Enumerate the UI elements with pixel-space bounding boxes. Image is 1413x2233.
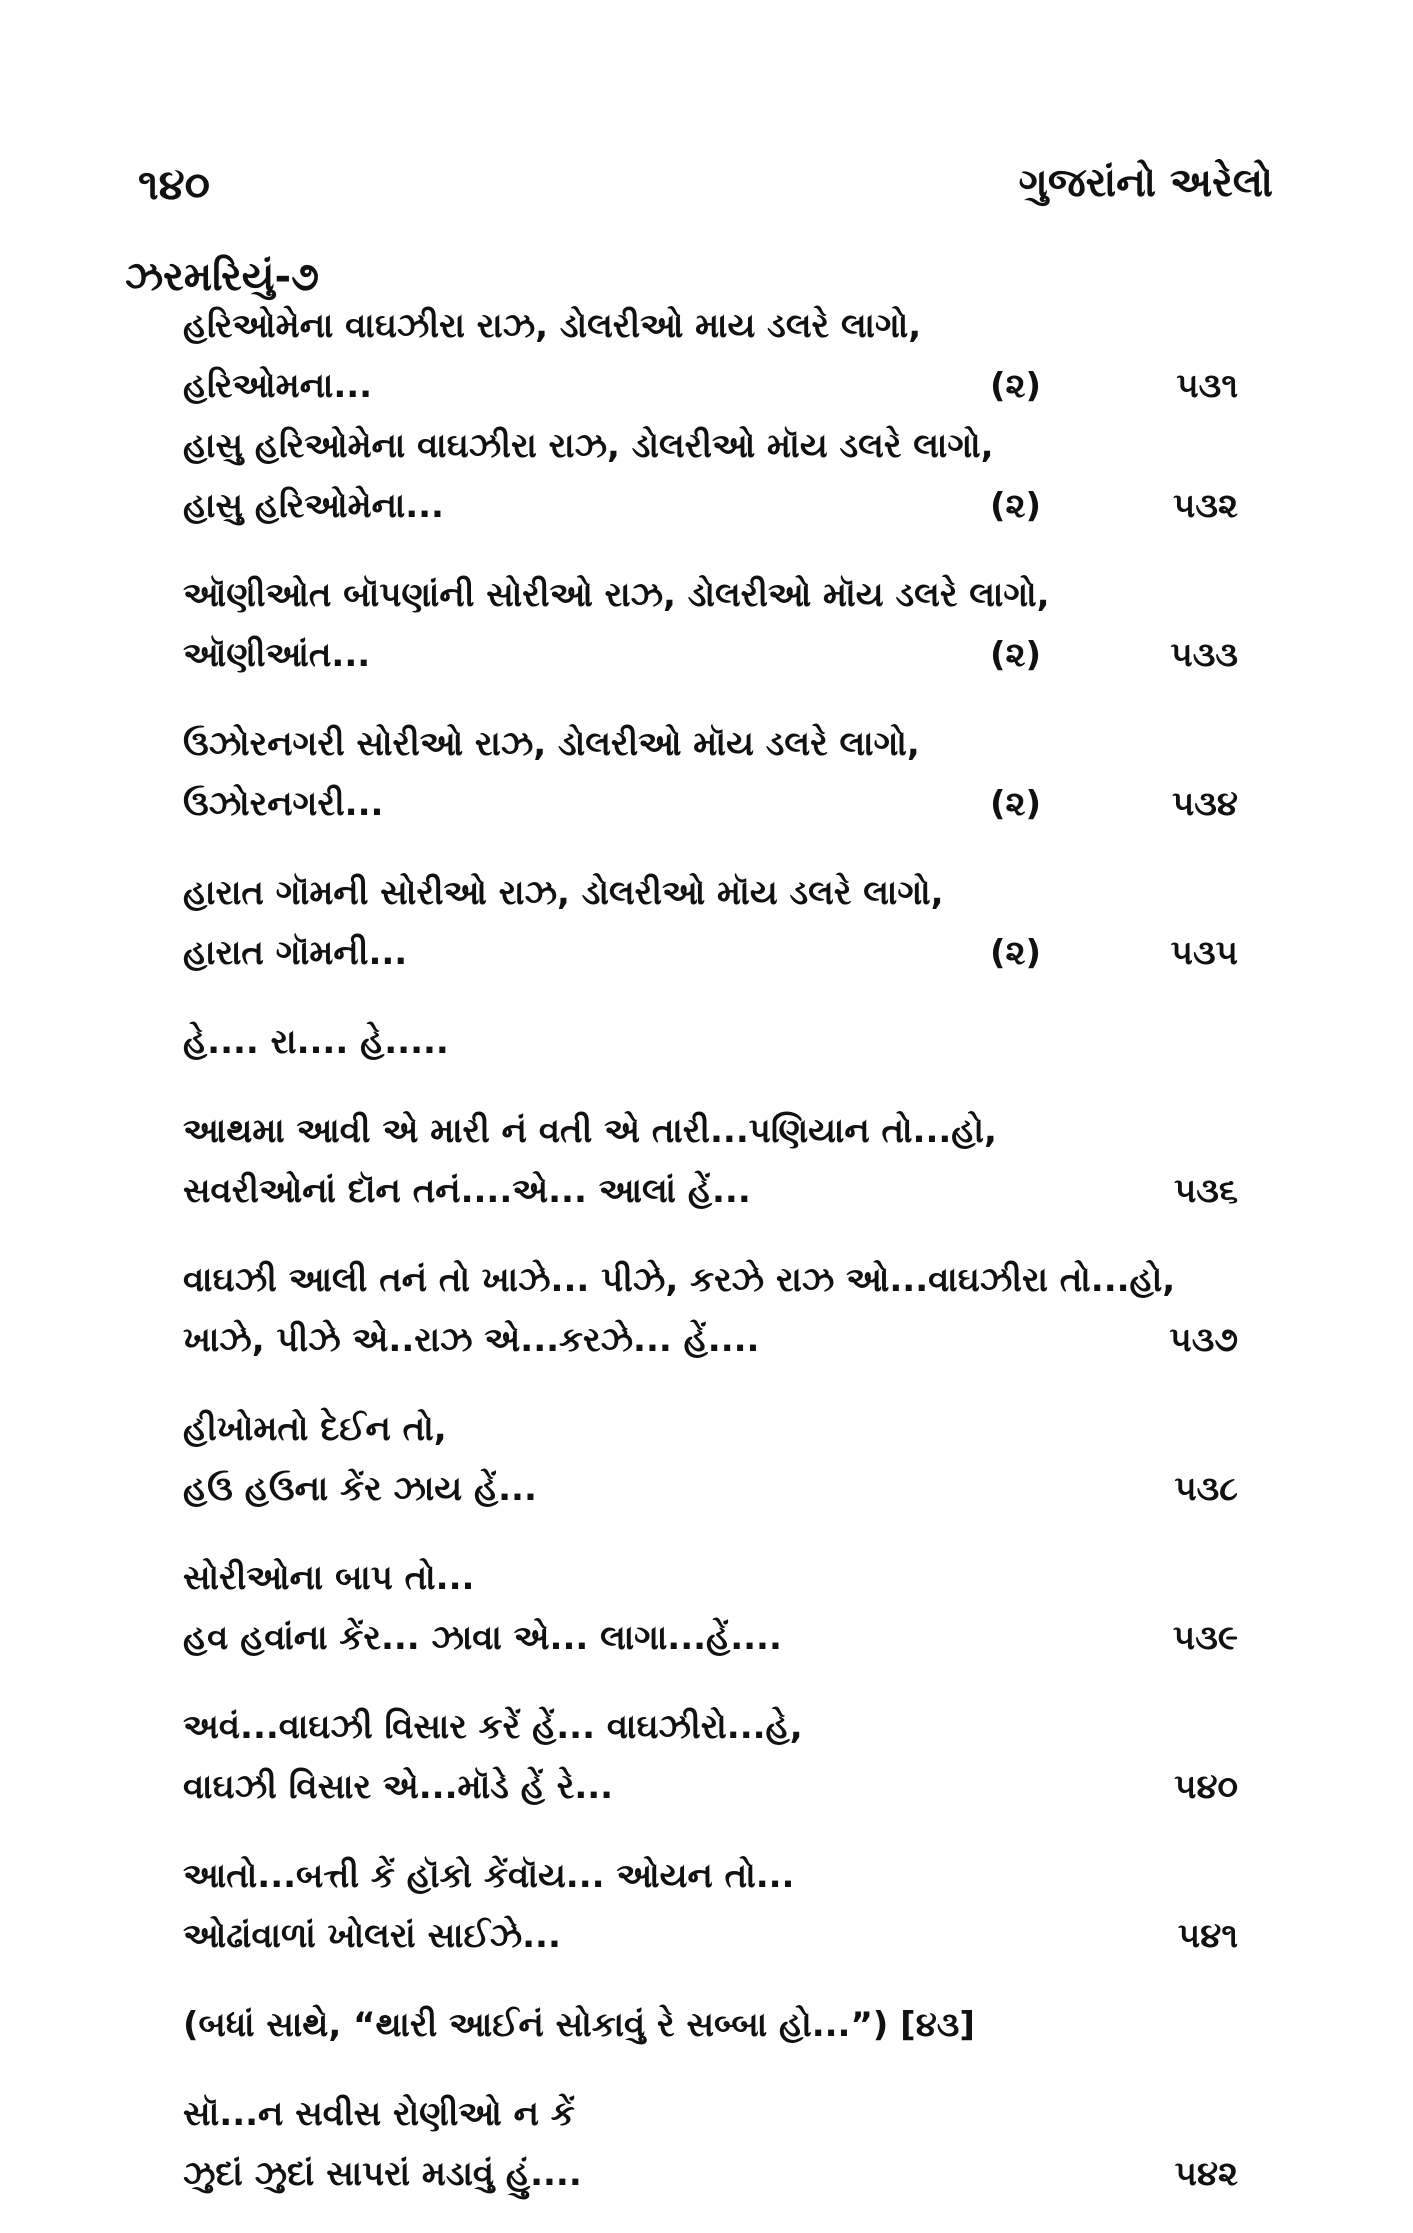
verse-number: ૫૪૧ — [1177, 1916, 1238, 1956]
verse-number: ૫૩૩ — [1170, 635, 1238, 675]
verse-number: ૫૩૫ — [1170, 933, 1238, 973]
verse-line — [0, 476, 1413, 536]
repeat-marker: (૨) — [990, 635, 1042, 675]
verse-line-text: આથમા આવી એ મારી નં વતી એ તારી...પણિયાન તો...હો, — [183, 1111, 997, 1151]
verse-line — [0, 565, 1413, 625]
repeat-marker: (૨) — [990, 933, 1042, 973]
verse-line-text: સૉ...ન સવીસ રોણીઓ ન કેં — [183, 2094, 575, 2134]
repeat-marker: (૨) — [990, 784, 1042, 824]
verse-line-text: હાસુ હરિઓમેના... — [183, 486, 444, 526]
verse-line — [0, 1399, 1413, 1459]
page-number: ૧૪૦ — [138, 160, 210, 209]
stanza — [0, 1697, 1413, 1817]
verse-line — [0, 1995, 1413, 2055]
verse-number: ૫૩૯ — [1172, 1618, 1238, 1658]
section-title: ઝરમરિયું-૭ — [125, 254, 319, 300]
verse-line-text: ઓઢાંવાળાં ખોલરાં સાઈઝે... — [183, 1916, 561, 1956]
verse-number: ૫૩૭ — [1169, 1320, 1238, 1360]
verse-line — [0, 1757, 1413, 1817]
verse-line-text: સવરીઓનાં દૉન તનં....એ... આલાં હેં... — [183, 1171, 751, 1211]
stanza — [0, 1399, 1413, 1519]
stanza — [0, 2084, 1413, 2204]
verse-number: ૫૩૧ — [1176, 366, 1238, 406]
repeat-marker: (૨) — [990, 486, 1042, 526]
verse-line — [0, 774, 1413, 834]
verse-line — [0, 1161, 1413, 1221]
verse-line-text: હરિઓમના... — [183, 366, 373, 406]
repeat-marker: (૨) — [990, 366, 1042, 406]
verse-body — [0, 296, 1413, 2233]
verse-line-text: સોરીઓના બાપ તો... — [183, 1558, 475, 1598]
verse-line — [0, 1310, 1413, 1370]
verse-line-text: ઉઝોરનગરી... — [183, 784, 384, 824]
stanza — [0, 565, 1413, 685]
verse-line — [0, 1459, 1413, 1519]
verse-line — [0, 625, 1413, 685]
stanza — [0, 1995, 1413, 2055]
verse-line — [0, 1608, 1413, 1668]
verse-line — [0, 923, 1413, 983]
verse-number: ૫૩૨ — [1173, 486, 1238, 526]
verse-line-text: વાઘઝી વિસાર એ...મૉડે હેં રે... — [183, 1767, 614, 1807]
stanza — [0, 1846, 1413, 1966]
verse-line-text: હે.... રા.... હે..... — [183, 1022, 449, 1062]
verse-line — [0, 863, 1413, 923]
verse-line-text: (બધાં સાથે, “થારી આઈનં સોકાવું રે સબ્બા હો...”) [૪૩] — [183, 2005, 975, 2045]
verse-line-text: આતો...બત્તી કેં હૉકો કેંવૉય... ઓયન તો... — [183, 1856, 795, 1896]
verse-line — [0, 356, 1413, 416]
verse-line-text: વાઘઝી આલી તનં તો ખાઝે... પીઝે, કરઝે રાઝ ઓ...વાઘઝીરા તો...હો, — [183, 1260, 1176, 1300]
verse-number: ૫૩૬ — [1173, 1171, 1238, 1211]
verse-number: ૫૪૨ — [1174, 2154, 1238, 2194]
stanza — [0, 1101, 1413, 1221]
stanza — [0, 714, 1413, 834]
verse-line-text: હાસુ હરિઓમેના વાઘઝીરા રાઝ, ડોલરીઓ મૉય ડલરે લાગો, — [183, 426, 994, 466]
verse-line — [0, 296, 1413, 356]
stanza — [0, 296, 1413, 536]
verse-line-text: ઉઝોરનગરી સોરીઓ રાઝ, ડોલરીઓ મૉય ડલરે લાગો, — [183, 724, 920, 764]
verse-number: ૫૩૪ — [1171, 784, 1238, 824]
verse-line-text: ખાઝે, પીઝે એ..રાઝ એ...કરઝે... હેં.... — [183, 1320, 760, 1360]
verse-line-text: ઑણીઓત બૉપણાંની સોરીઓ રાઝ, ડોલરીઓ મૉય ડલરે લાગો, — [183, 575, 1050, 615]
verse-line — [0, 1846, 1413, 1906]
verse-number: ૫૩૮ — [1174, 1469, 1238, 1509]
verse-line — [0, 1012, 1413, 1072]
verse-line-text: ઝુદાં ઝુદાં સાપરાં મડાવું હું.... — [183, 2154, 582, 2194]
verse-line — [0, 416, 1413, 476]
stanza — [0, 863, 1413, 983]
verse-line — [0, 714, 1413, 774]
verse-line-text: અવં...વાઘઝી વિસાર કરેં હેં... વાઘઝીરો...હે, — [183, 1707, 803, 1747]
stanza — [0, 1012, 1413, 1072]
verse-line — [0, 1101, 1413, 1161]
verse-line — [0, 2144, 1413, 2204]
stanza — [0, 1548, 1413, 1668]
verse-number: ૫૪૦ — [1174, 1767, 1238, 1807]
verse-line-text: ઑણીઆંત... — [183, 635, 371, 675]
verse-line-text: હરિઓમેના વાઘઝીરા રાઝ, ડોલરીઓ માય ડલરે લાગો, — [183, 306, 922, 346]
running-head: ગુજરાંનો અરેલો — [1018, 160, 1273, 206]
verse-line — [0, 2084, 1413, 2144]
verse-line-text: હીખોમતો દેઈન તો, — [183, 1409, 447, 1449]
verse-line — [0, 1906, 1413, 1966]
verse-line-text: હારાત ગૉમની... — [183, 933, 408, 973]
verse-line — [0, 1548, 1413, 1608]
stanza — [0, 1250, 1413, 1370]
verse-line — [0, 1250, 1413, 1310]
verse-line — [0, 1697, 1413, 1757]
verse-line-text: હઉ હઉના કેંર ઝાય હેં... — [183, 1469, 537, 1509]
verse-line-text: હારાત ગૉમની સોરીઓ રાઝ, ડોલરીઓ મૉય ડલરે લાગો, — [183, 873, 944, 913]
verse-line-text: હવ હવાંના કેંર... ઝાવા એ... લાગા...હેં.... — [183, 1618, 782, 1658]
